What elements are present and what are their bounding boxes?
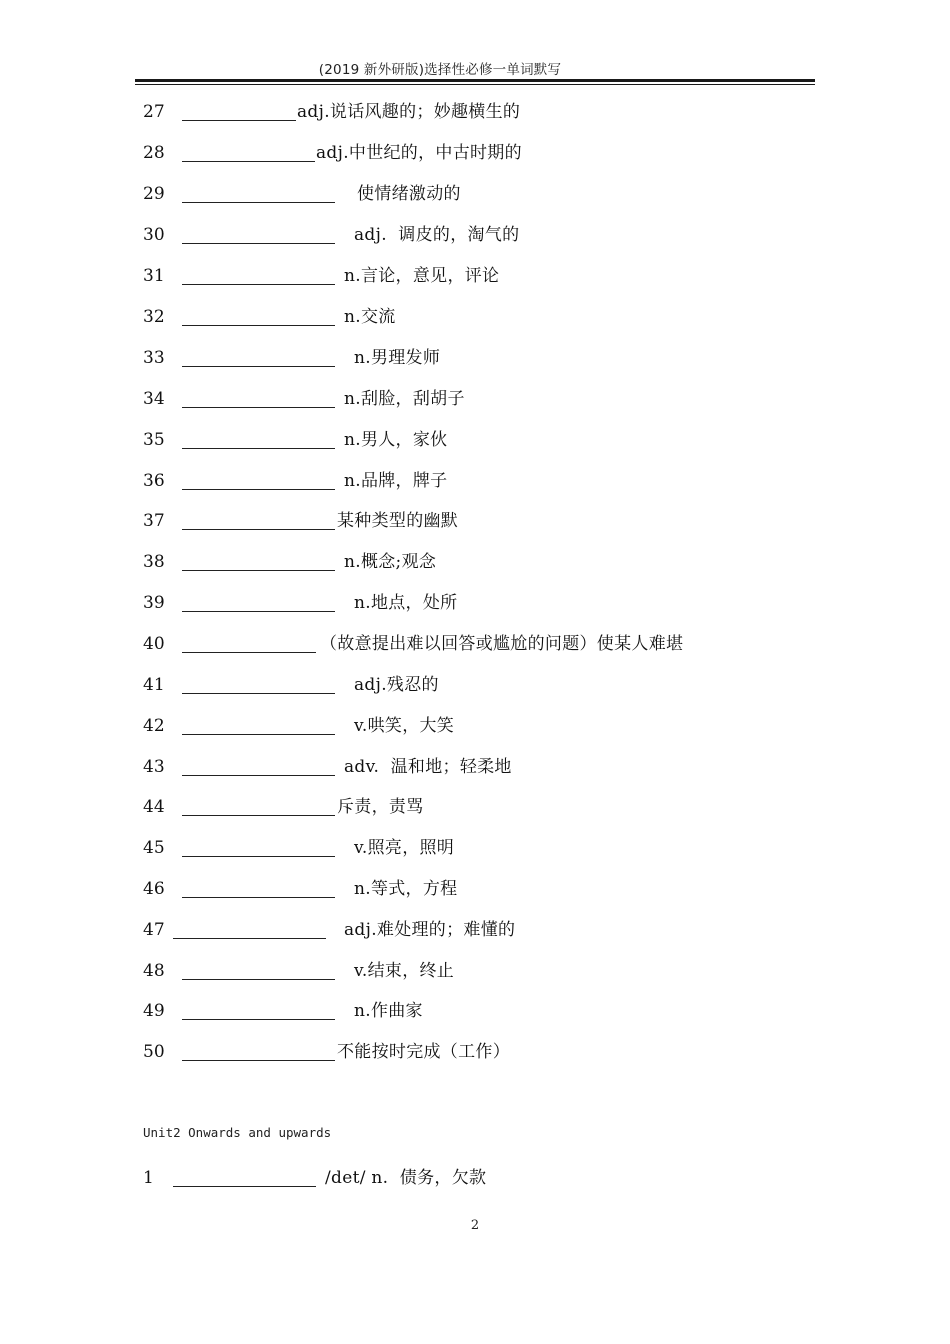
entry-definition: n.作曲家 xyxy=(354,1001,423,1021)
vocab-entry xyxy=(143,182,843,206)
vocab-entry xyxy=(143,632,843,656)
entry-definition: /det/ n. 债务，欠款 xyxy=(325,1168,487,1188)
page-header xyxy=(135,58,815,84)
vocab-entry xyxy=(143,1040,843,1064)
entry-number: 40 xyxy=(143,634,165,654)
entry-definition: n.概念;观念 xyxy=(344,552,437,572)
vocab-entry xyxy=(143,959,843,983)
entry-number: 41 xyxy=(143,675,165,695)
answer-blank[interactable] xyxy=(182,529,335,530)
entry-definition: adj.中世纪的，中古时期的 xyxy=(316,143,522,163)
entry-number: 27 xyxy=(143,102,165,122)
entry-number: 29 xyxy=(143,184,165,204)
vocab-entry xyxy=(143,550,843,574)
vocab-entry xyxy=(143,836,843,860)
entry-definition: n.交流 xyxy=(344,307,396,327)
unit-section-title: Unit2 Onwards and upwards xyxy=(143,1125,332,1140)
vocab-entry xyxy=(143,673,843,697)
entry-number: 36 xyxy=(143,471,165,491)
entry-definition: adj.难处理的；难懂的 xyxy=(344,920,516,940)
answer-blank[interactable] xyxy=(182,161,315,162)
answer-blank[interactable] xyxy=(182,243,335,244)
entry-definition: n.言论，意见，评论 xyxy=(344,266,500,286)
answer-blank[interactable] xyxy=(182,202,335,203)
answer-blank[interactable] xyxy=(182,570,335,571)
answer-blank[interactable] xyxy=(182,1019,335,1020)
answer-blank[interactable] xyxy=(182,489,335,490)
entry-definition: n.男理发师 xyxy=(354,348,441,368)
entry-number: 1 xyxy=(143,1168,154,1188)
entry-number: 39 xyxy=(143,593,165,613)
answer-blank[interactable] xyxy=(182,448,335,449)
answer-blank[interactable] xyxy=(182,652,316,653)
header-rule-thin xyxy=(135,84,815,85)
entry-number: 46 xyxy=(143,879,165,899)
vocab-entry xyxy=(143,428,843,452)
header-rule-thick xyxy=(135,79,815,82)
entry-definition: adj.说话风趣的；妙趣横生的 xyxy=(297,102,521,122)
entry-definition: n.品牌，牌子 xyxy=(344,471,448,491)
answer-blank[interactable] xyxy=(173,938,326,939)
entry-number: 43 xyxy=(143,757,165,777)
vocab-entry xyxy=(143,264,843,288)
answer-blank[interactable] xyxy=(182,775,335,776)
vocab-entry xyxy=(143,1166,843,1190)
entry-definition: （故意提出难以回答或尴尬的问题）使某人难堪 xyxy=(320,634,684,654)
entry-definition: n.等式，方程 xyxy=(354,879,458,899)
page-number: 2 xyxy=(470,1218,480,1233)
answer-blank[interactable] xyxy=(182,120,296,121)
entry-number: 45 xyxy=(143,838,165,858)
answer-blank[interactable] xyxy=(182,366,335,367)
vocab-entry xyxy=(143,387,843,411)
vocab-entry xyxy=(143,877,843,901)
entry-definition: adj.残忍的 xyxy=(354,675,439,695)
entry-number: 31 xyxy=(143,266,165,286)
vocab-entry xyxy=(143,469,843,493)
entry-number: 37 xyxy=(143,511,165,531)
answer-blank[interactable] xyxy=(182,815,335,816)
entry-definition: v.照亮，照明 xyxy=(354,838,455,858)
answer-blank[interactable] xyxy=(182,611,335,612)
entry-number: 32 xyxy=(143,307,165,327)
vocab-entry xyxy=(143,591,843,615)
entry-number: 28 xyxy=(143,143,165,163)
answer-blank[interactable] xyxy=(182,897,335,898)
entry-definition: n.男人，家伙 xyxy=(344,430,448,450)
vocab-entry xyxy=(143,100,843,124)
answer-blank[interactable] xyxy=(182,734,335,735)
entry-definition: v.哄笑，大笑 xyxy=(354,716,455,736)
vocab-entry xyxy=(143,918,843,942)
vocab-entry xyxy=(143,795,843,819)
entry-number: 44 xyxy=(143,797,165,817)
entry-definition: v.结束，终止 xyxy=(354,961,455,981)
answer-blank[interactable] xyxy=(182,1060,335,1061)
entry-definition: n.地点，处所 xyxy=(354,593,458,613)
entry-number: 50 xyxy=(143,1042,165,1062)
entry-number: 48 xyxy=(143,961,165,981)
entry-definition: 使情绪激动的 xyxy=(357,184,461,204)
answer-blank[interactable] xyxy=(182,856,335,857)
answer-blank[interactable] xyxy=(182,979,335,980)
vocab-entry xyxy=(143,999,843,1023)
entry-number: 38 xyxy=(143,552,165,572)
header-title: (2019 新外研版)选择性必修一单词默写 xyxy=(318,62,562,78)
entry-number: 35 xyxy=(143,430,165,450)
answer-blank[interactable] xyxy=(182,325,335,326)
entry-number: 30 xyxy=(143,225,165,245)
entry-definition: n.刮脸，刮胡子 xyxy=(344,389,465,409)
entry-definition: adj. 调皮的，淘气的 xyxy=(354,225,520,245)
vocab-entry xyxy=(143,141,843,165)
entry-definition: 斥责，责骂 xyxy=(337,797,424,817)
entry-number: 47 xyxy=(143,920,165,940)
vocab-entry xyxy=(143,305,843,329)
vocab-entry xyxy=(143,509,843,533)
entry-definition: 某种类型的幽默 xyxy=(337,511,459,531)
entry-number: 33 xyxy=(143,348,165,368)
entry-number: 49 xyxy=(143,1001,165,1021)
entry-definition: 不能按时完成（工作） xyxy=(337,1042,510,1062)
entry-number: 34 xyxy=(143,389,165,409)
entry-number: 42 xyxy=(143,716,165,736)
vocab-entry xyxy=(143,714,843,738)
vocab-entry xyxy=(143,223,843,247)
answer-blank[interactable] xyxy=(182,693,335,694)
entry-definition: adv. 温和地；轻柔地 xyxy=(344,757,512,777)
vocab-entry xyxy=(143,346,843,370)
vocab-entry xyxy=(143,755,843,779)
answer-blank[interactable] xyxy=(182,284,335,285)
answer-blank[interactable] xyxy=(173,1186,316,1187)
answer-blank[interactable] xyxy=(182,407,335,408)
